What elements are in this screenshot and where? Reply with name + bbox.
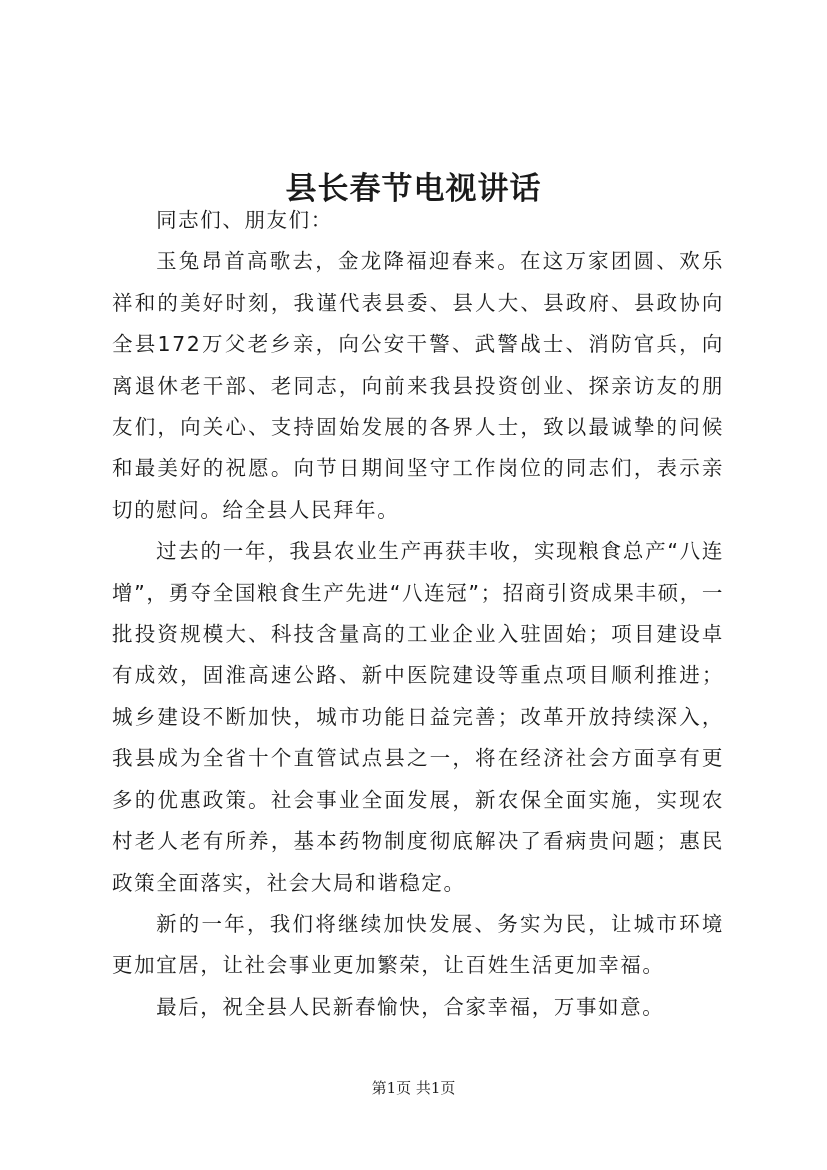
document-body <box>112 200 724 1028</box>
paragraph-new-year-plan: 新的一年，我们将继续加快发展、务实为民，让城市环境更加宜居，让社会事业更加繁荣，让百姓生活更加幸福。 <box>112 911 724 978</box>
document-title: 县长春节电视讲话 <box>285 170 542 207</box>
paragraph-greeting: 同志们、朋友们： <box>156 208 333 232</box>
paragraph-past-year-review: 过去的一年，我县农业生产再获丰收，实现粮食总产“八连增”，勇夺全国粮食生产先进“八连冠”；招商引资成果丰硕，一批投资规模大、科技含量高的工业企业入驻固始；项目建设卓有成效，固淮高速公路、新中医院建设等重点项目顺利推进；城乡建设不断加快，城市功能日益完善；改革开放持续深入，我县成为全省十个直管试点县之一，将在经济社会方面享有更多的优惠政策。社会事业全面发展，新农保全面实施，实现农村老人老有所养，基本药物制度彻底解决了看病贵问题；惠民政策全面落实，社会大局和谐稳定。 <box>112 539 724 895</box>
paragraph-new-year-greetings: 玉兔昂首高歌去，金龙降福迎春来。在这万家团圆、欢乐祥和的美好时刻，我谨代表县委、县人大、县政府、县政协向全县172万父老乡亲，向公安干警、武警战士、消防官兵，向离退休老干部、老同志，向前来我县投资创业、探亲访友的朋友们，向关心、支持固始发展的各界人士，致以最诚挚的问候和最美好的祝愿。向节日期间坚守工作岗位的同志们，表示亲切的慰问。给全县人民拜年。 <box>112 249 724 522</box>
page-number-footer: 第1页 共1页 <box>371 1079 456 1097</box>
paragraph-closing-wishes: 最后，祝全县人民新春愉快，合家幸福，万事如意。 <box>156 994 665 1019</box>
